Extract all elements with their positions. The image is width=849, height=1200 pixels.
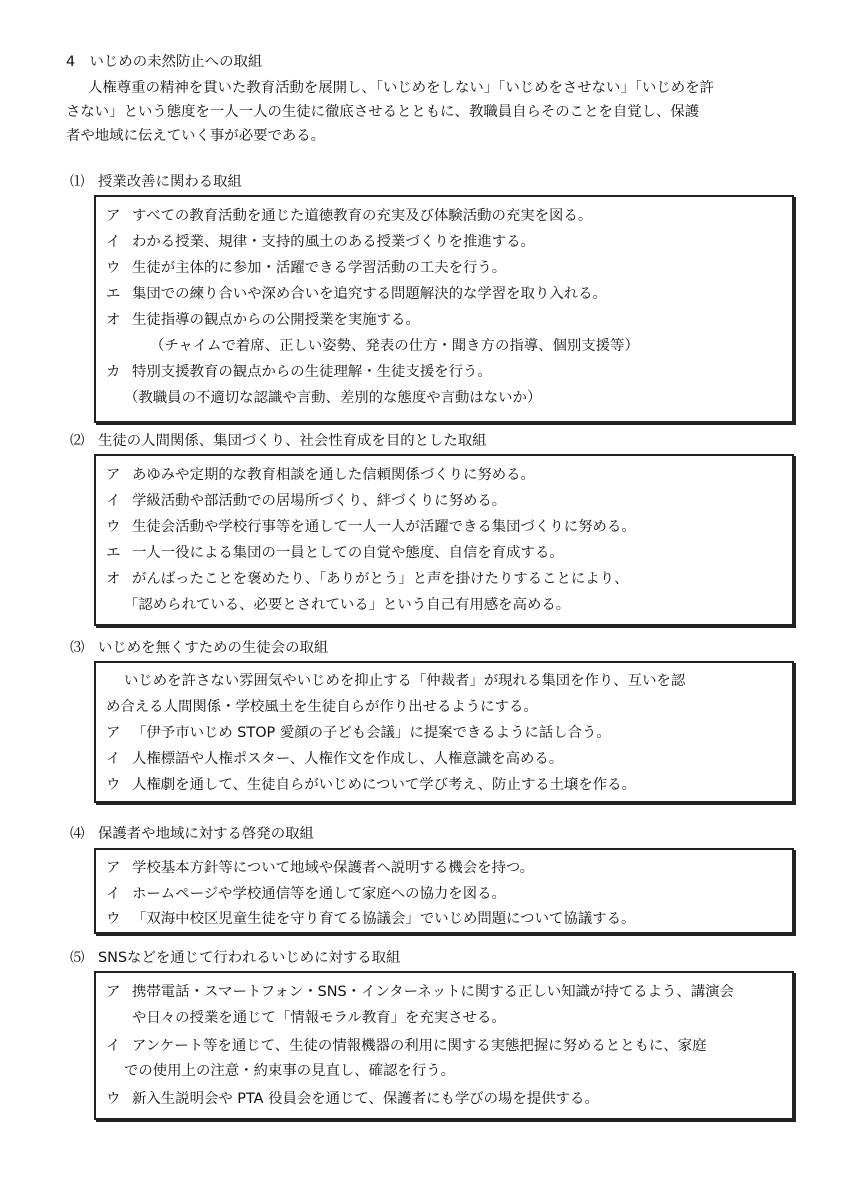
- measure-text: 一人一役による集団の一員としての自覚や態度、自信を育成する。: [132, 545, 564, 561]
- measure-text: わかる授業、規律・支持的風土のある授業づくりを推進する。: [132, 234, 535, 250]
- measure-text: 学級活動や部活動での居場所づくり、絆づくりに努める。: [132, 493, 507, 509]
- measure-label: ウ: [106, 777, 121, 793]
- measure-line: [106, 856, 534, 877]
- subsection-title-text: SNSなどを通じて行われるいじめに対する取組: [98, 950, 401, 966]
- measure-text: あゆみや定期的な教育相談を通した信頼関係づくりに努める。: [132, 467, 535, 483]
- measures-box: [94, 971, 794, 1120]
- measure-line: [106, 230, 535, 251]
- measure-label: ウ: [106, 260, 121, 276]
- measure-label: ア: [106, 467, 121, 483]
- measure-line: [106, 695, 538, 716]
- subsection-title: [70, 170, 242, 191]
- measure-line: [106, 334, 639, 355]
- measure-text: すべての教育活動を通じた道徳教育の充実及び体験活動の充実を図る。: [132, 208, 593, 224]
- measure-text: 集団での練り合いや深め合いを追究する問題解決的な学習を取り入れる。: [132, 286, 607, 302]
- measure-label: ア: [106, 984, 121, 1000]
- measure-text: 生徒が主体的に参加・活躍できる学習活動の工夫を行う。: [132, 260, 507, 276]
- measure-label: イ: [106, 886, 121, 902]
- measure-text: での使用上の注意・約束事の見直し、確認を行う。: [124, 1063, 455, 1079]
- measure-text: （教職員の不適切な認識や言動、差別的な態度や言動はないか）: [124, 390, 542, 406]
- measure-text: アンケート等を通じて、生徒の情報機器の利用に関する実態把握に努めるとともに、家庭: [132, 1038, 707, 1054]
- subsection-number: ⑴: [70, 174, 85, 190]
- measure-label: イ: [106, 1038, 121, 1054]
- measure-label: イ: [106, 751, 121, 767]
- subsection-title: [70, 429, 487, 450]
- measure-text: め合える人間関係・学校風土を生徒自らが作り出せるようにする。: [106, 699, 538, 715]
- measure-line: [106, 1034, 706, 1055]
- measure-line: [106, 1087, 599, 1108]
- measure-line: [106, 773, 636, 794]
- measure-text: がんばったことを褒めたり、「ありがとう」と声を掛けたりすることにより、: [132, 571, 629, 587]
- measures-box: [94, 454, 794, 626]
- subsection-title: [70, 946, 400, 967]
- measure-text: 人権標語や人権ポスター、人権作文を作成し、人権意識を高める。: [132, 751, 564, 767]
- measure-text: （チャイムで着席、正しい姿勢、発表の仕方・聞き方の指導、個別支援等）: [150, 338, 639, 354]
- measure-line: [106, 907, 635, 928]
- measure-text: 生徒指導の観点からの公開授業を実施する。: [132, 312, 420, 328]
- measure-text: 特別支援教育の観点からの生徒理解・生徒支援を行う。: [132, 364, 492, 380]
- measure-line: [106, 256, 506, 277]
- subsection-number: ⑸: [70, 950, 85, 966]
- subsection-title: [70, 636, 328, 657]
- subsection-number: ⑷: [70, 826, 85, 842]
- subsection-title: [70, 822, 314, 843]
- measure-line: [106, 747, 563, 768]
- measure-line: [106, 489, 506, 510]
- measure-line: [106, 282, 607, 303]
- subsection-number: ⑵: [70, 433, 85, 449]
- measure-label: イ: [106, 234, 121, 250]
- measure-line: [106, 463, 535, 484]
- measure-line: [106, 515, 636, 536]
- measures-box: [94, 661, 794, 803]
- measure-text: 携帯電話・スマートフォン・SNS・インターネットに関する正しい知識が持てるよう、講演会: [132, 984, 734, 1000]
- subsection-title-text: 生徒の人間関係、集団づくり、社会性育成を目的とした取組: [98, 433, 487, 449]
- measure-line: [106, 593, 570, 614]
- measure-label: オ: [106, 571, 121, 587]
- measures-box: [94, 195, 794, 423]
- measure-label: ア: [106, 860, 121, 876]
- measure-text: いじめを許さない雰囲気やいじめを抑止する「仲裁者」が現れる集団を作り、互いを認: [124, 673, 686, 689]
- measure-label: ア: [106, 208, 121, 224]
- measure-line: [106, 669, 685, 690]
- measure-label: エ: [106, 286, 121, 302]
- measure-text: 新入生説明会や PTA 役員会を通じて、保護者にも学びの場を提供する。: [132, 1091, 599, 1107]
- measure-line: [106, 308, 420, 329]
- measure-text: ホームページや学校通信等を通して家庭への協力を図る。: [132, 886, 506, 902]
- measure-label: ウ: [106, 911, 121, 927]
- measure-text: 「伊予市いじめ STOP 愛顔の子ども会議」に提案できるように話し合う。: [132, 725, 611, 741]
- subsection-title-text: 保護者や地域に対する啓発の取組: [98, 826, 314, 842]
- intro-line: さない」という態度を一人一人の生徒に徹底させるとともに、教職員自らそのことを自覚し、保護: [66, 104, 700, 120]
- measure-text: 「認められている、必要とされている」という自己有用感を高める。: [124, 597, 571, 613]
- measure-label: オ: [106, 312, 121, 328]
- measure-label: ア: [106, 725, 121, 741]
- measure-text: 学校基本方針等について地域や保護者へ説明する機会を持つ。: [132, 860, 535, 876]
- subsection-title-text: 授業改善に関わる取組: [98, 174, 242, 190]
- measure-line: [106, 204, 592, 225]
- subsection-number: ⑶: [70, 640, 85, 656]
- measure-line: [106, 1059, 455, 1080]
- measure-label: ウ: [106, 1091, 121, 1107]
- measure-line: [106, 360, 492, 381]
- measure-line: [106, 882, 506, 903]
- measure-line: [106, 980, 734, 1001]
- intro-line: 者や地域に伝えていく事が必要である。: [66, 128, 326, 144]
- measure-label: ウ: [106, 519, 121, 535]
- measure-label: エ: [106, 545, 121, 561]
- measure-text: 生徒会活動や学校行事等を通して一人一人が活躍できる集団づくりに努める。: [132, 519, 636, 535]
- measure-line: [106, 567, 628, 588]
- measure-line: [106, 721, 611, 742]
- measure-label: カ: [106, 364, 121, 380]
- measure-line: [106, 541, 564, 562]
- measures-box: [94, 848, 794, 934]
- measure-text: 「双海中校区児童生徒を守り育てる協議会」でいじめ問題について協議する。: [132, 911, 636, 927]
- subsection-title-text: いじめを無くすための生徒会の取組: [98, 640, 329, 656]
- measure-line: [106, 386, 541, 407]
- measure-line: [106, 1006, 506, 1027]
- section-heading: 4 いじめの未然防止への取組: [66, 54, 263, 70]
- intro-line: 人権尊重の精神を貫いた教育活動を展開し、「いじめをしない」「いじめをさせない」「いじめを許: [88, 80, 714, 96]
- measure-label: イ: [106, 493, 121, 509]
- intro-paragraph: [66, 76, 802, 148]
- measure-text: 人権劇を通して、生徒自らがいじめについて学び考え、防止する土壌を作る。: [132, 777, 636, 793]
- measure-text: や日々の授業を通じて「情報モラル教育」を充実させる。: [132, 1010, 506, 1026]
